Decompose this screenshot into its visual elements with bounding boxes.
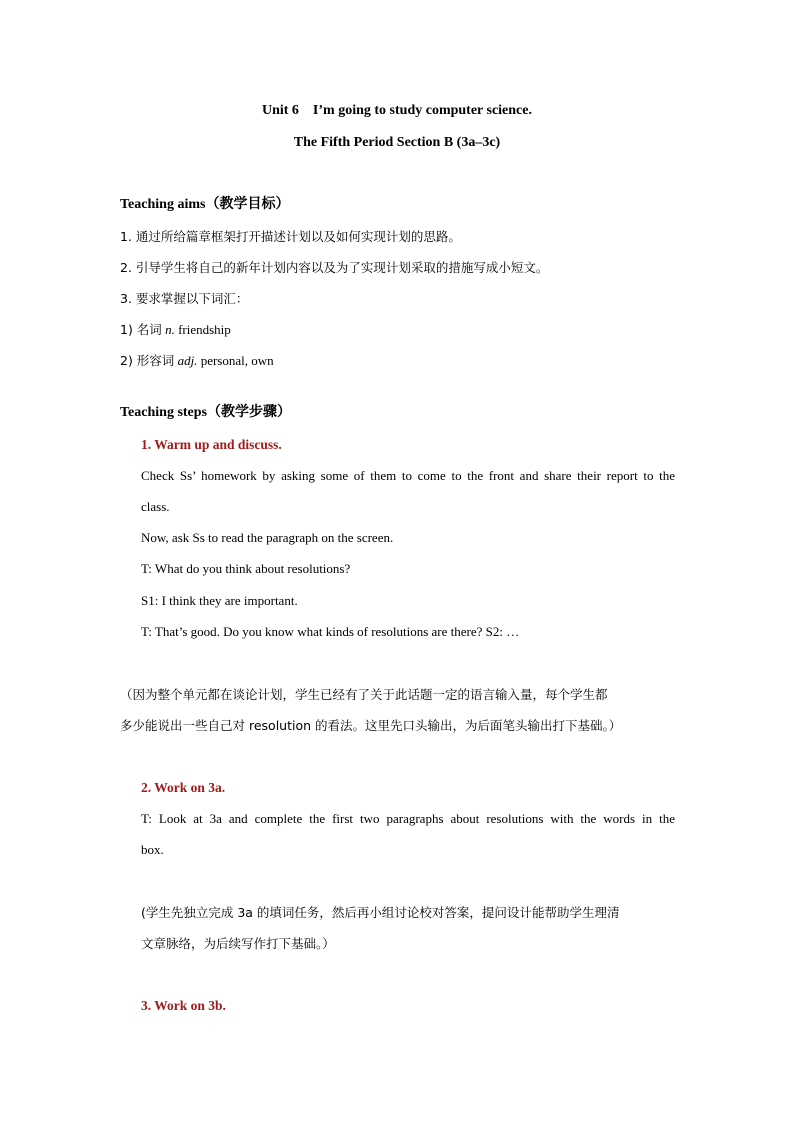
- period-subtitle: The Fifth Period Section B (3a–3c): [293, 135, 501, 150]
- aim-item: 2. 引导学生将自己的新年计划内容以及为了实现计划采取的措施写成小短文。: [120, 260, 549, 275]
- vocab-item: [120, 321, 231, 339]
- vocab-words: friendship: [174, 322, 231, 337]
- vocab-item: [120, 352, 274, 370]
- teaching-steps-heading: Teaching steps（教学步骤）: [120, 405, 292, 420]
- step1-line: class.: [141, 499, 170, 514]
- step1-line: T: That’s good. Do you know what kinds of resolutions are there? S2: …: [141, 624, 520, 639]
- step1-line: Check Ss’ homework by asking some of them to come to the front and share their report to the: [141, 468, 675, 483]
- step1-line: Now, ask Ss to read the paragraph on the screen.: [141, 530, 394, 545]
- unit-title: Unit 6 I’m going to study computer science.: [261, 103, 532, 118]
- teaching-aims-heading: Teaching aims（教学目标）: [120, 197, 290, 212]
- aim-item: 3. 要求掌握以下词汇：: [120, 291, 249, 306]
- step1-note: 多少能说出一些自己对 resolution 的看法。这里先口头输出，为后面笔头输出打下基础。）: [120, 718, 622, 733]
- step3-title: 3. Work on 3b.: [141, 998, 226, 1013]
- vocab-pos: adj.: [177, 353, 198, 368]
- vocab-words: personal, own: [197, 353, 274, 368]
- step2-note: (学生先独立完成 3a 的填词任务，然后再小组讨论校对答案，提问设计能帮助学生理清: [141, 905, 620, 920]
- step2-note: 文章脉络，为后续写作打下基础。）: [141, 936, 335, 951]
- aim-item: 1. 通过所给篇章框架打开描述计划以及如何实现计划的思路。: [120, 229, 461, 244]
- step1-note: （因为整个单元都在谈论计划，学生已经有了关于此话题一定的语言输入量，每个学生都: [120, 687, 608, 702]
- step2-line: T: Look at 3a and complete the first two paragraphs about resolutions with the words in the: [141, 811, 675, 826]
- step1-line: T: What do you think about resolutions?: [141, 561, 351, 576]
- vocab-pos: n.: [165, 322, 175, 337]
- vocab-prefix: 1) 名词: [120, 322, 162, 337]
- step1-title: 1. Warm up and discuss.: [141, 437, 282, 452]
- vocab-prefix: 2) 形容词: [120, 353, 175, 368]
- step2-title: 2. Work on 3a.: [141, 780, 226, 795]
- step2-line: box.: [141, 842, 164, 857]
- step1-line: S1: I think they are important.: [141, 593, 298, 608]
